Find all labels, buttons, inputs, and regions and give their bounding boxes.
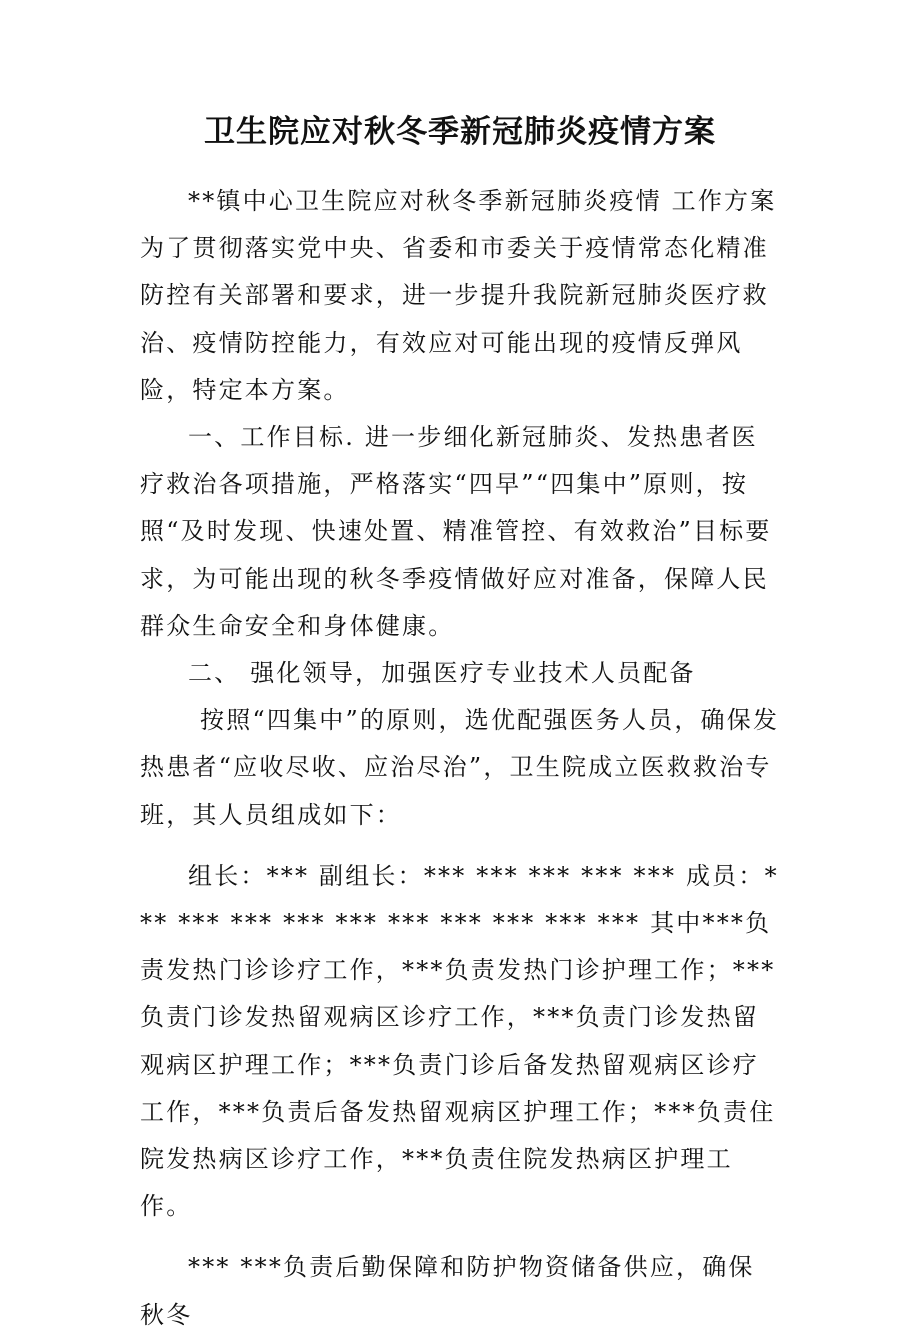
staffing-principle-paragraph: 按照“四集中”的原则，选优配强医务人员，确保发热患者“应收尽收、应治尽治”，卫生院成立医救救治专班，其人员组成如下： <box>140 706 780 829</box>
document-title: 卫生院应对秋冬季新冠肺炎疫情方案 <box>204 114 716 150</box>
team-members-paragraph: 组长：*** 副组长：*** *** *** *** *** 成员：*** *** *** *** *** *** *** *** *** *** 其中***负责发热门诊诊疗工作，***负责发热门诊护理工作；***负责门诊发热留观病区诊疗工作，***负责门诊发热留观病区护理工作；***负责门诊后备发热留观病区诊疗工作，***负责后备发热留观病区护理工作；***负责住院发热病区诊疗工作，***负责住院发热病区护理工作。 <box>140 861 779 1221</box>
section-2-heading: 二、 强化领导，加强医疗专业技术人员配备 <box>188 659 696 688</box>
section-1-paragraph: 一、工作目标. 进一步细化新冠肺炎、发热患者医疗救治各项措施，严格落实“四早”“四集中”原则，按照“及时发现、快速处置、精准管控、有效救治”目标要求，为可能出现的秋冬季疫情做好应对准备，保障人民群众生命安全和身体健康。 <box>140 423 772 640</box>
document-body <box>140 178 787 1339</box>
intro-paragraph: **镇中心卫生院应对秋冬季新冠肺炎疫情 工作方案 为了贯彻落实党中央、省委和市委关于疫情常态化精准防控有关部署和要求，进一步提升我院新冠肺炎医疗救治、疫情防控能力，有效应对可能出现的疫情反弹风险，特定本方案。 <box>140 187 787 404</box>
logistics-paragraph: *** ***负责后勤保障和防护物资储备供应，确保秋冬 <box>140 1253 755 1329</box>
